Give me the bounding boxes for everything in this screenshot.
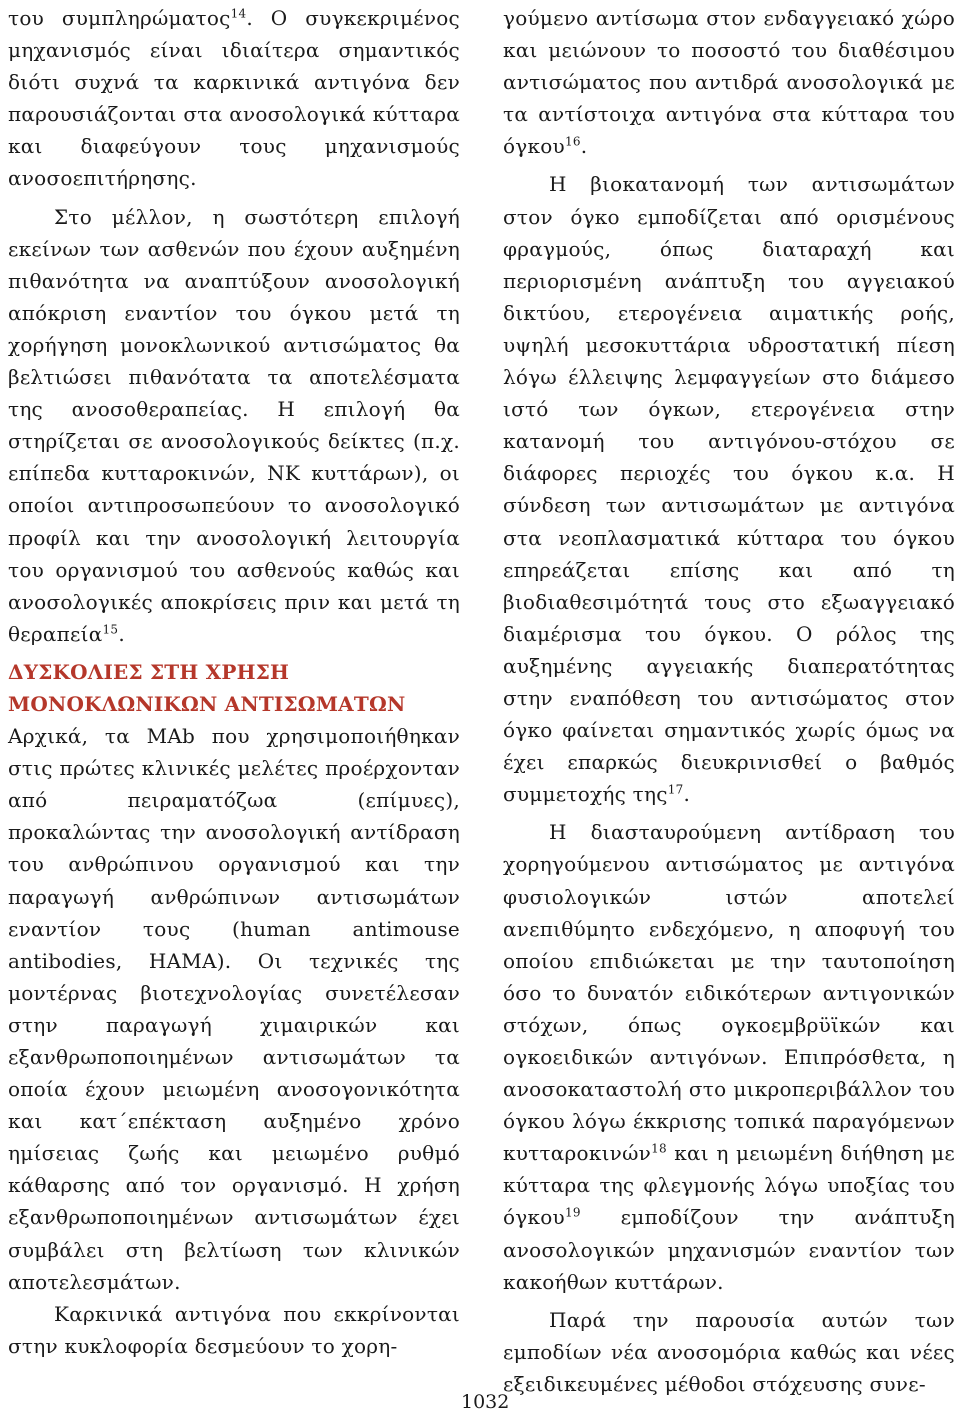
reference-superscript: 19 [564, 1205, 581, 1220]
paragraph-text: . [580, 134, 588, 159]
paragraph-text: και η μειωμένη διήθηση με κύτταρα της φλεγμονής λόγω υποξίας του όγκου [503, 1141, 955, 1230]
reference-superscript: 16 [564, 134, 581, 149]
paragraph-text: . [118, 621, 125, 646]
paragraph-text: Η βιοκατανομή των αντισωμάτων στον όγκο εμποδίζεται από ορισμένους φραγμούς, όπως διαταραχή και περιορισμένη ανάπτυξη του αγγειακού δικτύου, ετερογένεια αιματικής ροής, υψηλή μεσοκυττάρια υδροστατική πίεση λόγω έλλειψης λεμφαγγείων στο διάμεσο ιστό των όγκων, ετερογένεια στην κατανομή του αντιγόνου-στόχου σε διάφορες περιοχές του όγκου κ.α. Η σύνδεση των αντισωμάτων με αντιγόνα στα νεοπλασματικά κύτταρα του όγκου επηρεάζεται επίσης και από τη βιοδιαθεσιμότητά τους στο εξωαγγειακό διαμέρισμα του όγκου. Ο ρόλος της αυξημένης αγγειακής διαπερατότητας στην εναπόθεση του αντισώματος στον όγκο φαίνεται σημαντικός χωρίς όμως να έχει επαρκώς διευκρινισθεί ο βαθμός συμμετοχής της [503, 172, 955, 807]
reference-superscript: 14 [230, 6, 247, 21]
paragraph-text: γούμενο αντίσωμα στον ενδαγγειακό χώρο και μειώνουν το ποσοστό του διαθέσιμου αντισώματος που αντιδρά ανοσολογικά με τα αντίστοιχα αντιγόνα στα κύτταρα του όγκου [503, 6, 955, 159]
section-heading: ΔΥΣΚΟΛΙΕΣ ΣΤΗ ΧΡΗΣΗ ΜΟΝΟΚΛΩΝΙΚΩΝ ΑΝΤΙΣΩΜΑΤΩΝ [8, 659, 406, 716]
paragraph: Αρχικά, τα MAb που χρησιμοποιήθηκαν στις πρώτες κλινικές μελέτες προέρχονταν από πειραματόζωα (επίμυες), προκαλώντας την ανοσολογική αντίδραση του ανθρώπινου οργανισμού και την παραγωγή ανθρώπινων αντισωμάτων εναντίον τους (human antimouse antibodies, HAMA). Οι τεχνικές της μοντέρνας βιοτεχνολογίας συνετέλεσαν στην παραγωγή χιμαιρικών και εξανθρωποποιημένων αντισωμάτων τα οποία έχουν μειωμένη ανοσογονικότητα και κατ΄επέκταση αυξημένο χρόνο ημίσειας ζωής και μειωμένο ρυθμό κάθαρσης από τον οργανισμό. Η χρήση εξανθρωποποιημένων αντισωμάτων έχει συμβάλει στη βελτίωση των κλινικών αποτελεσμάτων. [8, 724, 460, 1294]
reference-superscript: 15 [102, 622, 119, 637]
left-column [8, 2, 460, 1368]
paragraph [8, 2, 460, 195]
reference-superscript: 17 [667, 782, 684, 797]
paragraph-text: εμποδίζουν την ανάπτυξη ανοσολογικών μηχανισμών εναντίον των κακοήθων κυττάρων. [503, 1205, 955, 1294]
paragraph [8, 201, 460, 650]
paragraph-text: του συμπληρώματος [8, 6, 231, 30]
paragraph-text: . Ο συγκεκριμένος μηχανισμός είναι ιδιαίτερα σημαντικός διότι συχνά τα καρκινικά αντιγόνα δεν παρουσιάζονται στα ανοσολογικά κύτταρα και διαφεύγουν τους μηχανισμούς ανοσοεπιτήρησης. [8, 6, 460, 191]
paragraph [503, 2, 955, 162]
reference-superscript: 18 [651, 1141, 667, 1156]
paragraph-text: . [683, 782, 691, 807]
paragraph [503, 168, 955, 810]
paragraph [503, 816, 955, 1297]
paragraph-text: Στο μέλλον, η σωστότερη επιλογή εκείνων των ασθενών που έχουν αυξημένη πιθανότητα να αναπτύξουν ανοσολογική απόκριση εναντίον του όγκου μετά τη χορήγηση μονοκλωνικού αντισώματος θα βελτιώσει πιθανότατα τα αποτελέσματα της ανοσοθεραπείας. Η επιλογή θα στηρίζεται σε ανοσολογικούς δείκτες (π.χ. επίπεδα κυτταροκινών, ΝΚ κυττάρων), οι οποίοι αντιπροσωπεύουν το ανοσολογικό προφίλ και την ανοσολογική λειτουργία του οργανισμού του ασθενούς καθώς και ανοσολογικές αποκρίσεις πριν και μετά τη θεραπεία [8, 204, 460, 646]
paragraph-text: Η διασταυρούμενη αντίδραση του χορηγούμενου αντισώματος με αντιγόνα φυσιολογικών ιστών αποτελεί ανεπιθύμητο ενδεχόμενο, η αποφυγή του οποίου επιδιώκεται με την ταυτοποίηση όσο το δυνατόν ειδικότερων αντιγονικών στόχων, όπως ογκοεμβρϋϊκών και ογκοειδικών αντιγόνων. Επιπρόσθετα, η ανοσοκαταστολή στο μικροπεριβάλλον του όγκου λόγω έκκρισης τοπικά παραγόμενων κυτταροκινών [503, 820, 955, 1166]
paragraph: Καρκινικά αντιγόνα που εκκρίνονται στην κυκλοφορία δεσμεύουν το χορη- [8, 1301, 460, 1358]
right-column [503, 2, 955, 1406]
page-number: 1032 [461, 1391, 510, 1413]
paragraph: Παρά την παρουσία αυτών των εμποδίων νέα ανοσομόρια καθώς και νέες εξειδικευμένες μέθοδοι στόχευσης συνε- [503, 1307, 955, 1396]
